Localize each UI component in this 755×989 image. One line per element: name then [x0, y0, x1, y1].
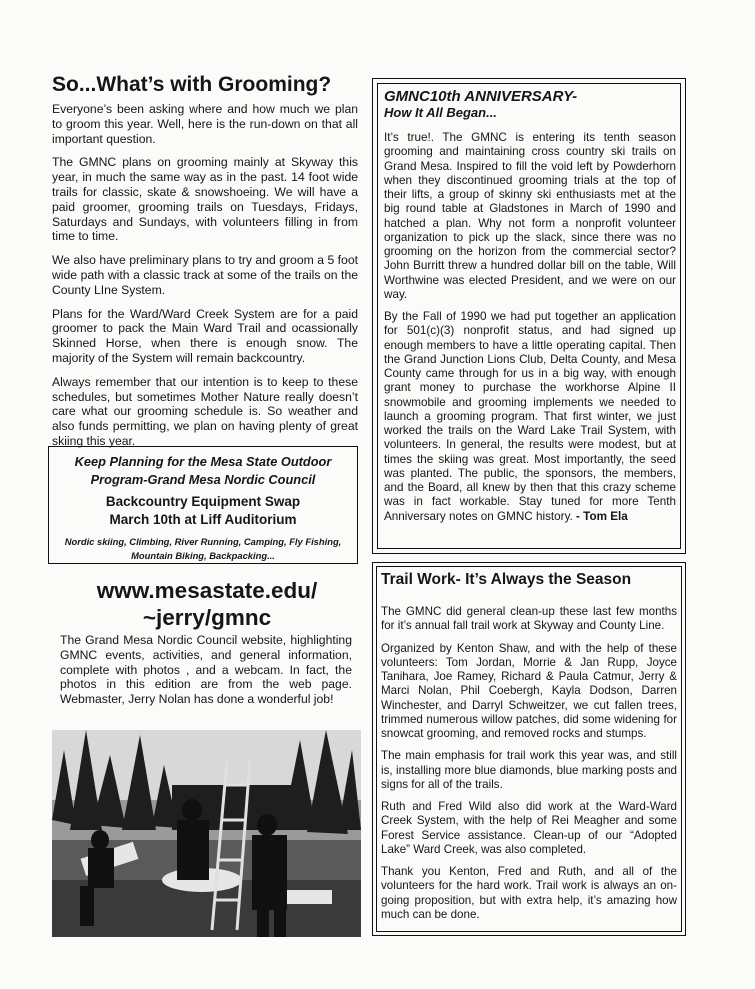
- anniversary-inner: [377, 83, 681, 549]
- event-line-2: Program-Grand Mesa Nordic Council: [90, 472, 316, 487]
- website-url-heading: [52, 577, 362, 631]
- trail-work-paragraph: Thank you Kenton, Fred and Ruth, and all of the volunteers for the hard work. Trail work is always an on-going proposition, but with extra help, it’s amazing how much can be done.: [381, 865, 677, 921]
- website-url-line-1: www.mesastate.edu/: [96, 578, 318, 603]
- anniversary-title: GMNC10th ANNIVERSARY-: [384, 88, 578, 105]
- event-line-5: Nordic skiing, Climbing, River Running, Camping, Fly Fishing,: [64, 536, 342, 547]
- website-paragraph: The Grand Mesa Nordic Council website, highlighting GMNC events, activities, and general information, complete with photos , and a webcam. In fact, the photos in this edition are from the web page. Webmaster, Jerry Nolan has done a wonderful job!: [60, 633, 352, 707]
- grooming-title: So...What’s with Grooming?: [52, 73, 332, 96]
- event-main: [49, 493, 357, 529]
- trail-work-box: [372, 562, 686, 936]
- grooming-paragraph: Everyone’s been asking where and how much we plan to groom this year. Well, here is the run-down on that all important question.: [52, 102, 358, 146]
- event-line-6: Mountain Biking, Backpacking...: [131, 550, 275, 561]
- trail-work-paragraph: Ruth and Fred Wild also did work at the Ward-Ward Creek System, with the help of Rei Meagher and some Forest Service assistance. Clean-up of our “Adopted Lake” Ward Creek, was also completed.: [381, 800, 677, 856]
- trail-work-paragraph: The GMNC did general clean-up these last few months for it’s annual fall trail work at Skyway and County Line.: [381, 605, 677, 633]
- equipment-swap-box: [48, 446, 358, 564]
- grooming-paragraph: The GMNC plans on grooming mainly at Skyway this year, in much the same way as in the past. 14 foot wide trails for classic, skate & snowshoeing. We will have a paid groomer, grooming trails on Tuesdays, Fridays, Saturdays and Sundays, with volunteers filling in from time to time.: [52, 155, 358, 244]
- grooming-paragraph: We also have preliminary plans to try and groom a 5 foot wide path with a classic track at some of the trails on the County LIne System.: [52, 253, 358, 297]
- website-url-line-2: ~jerry/gmnc: [142, 605, 272, 630]
- website-body: [60, 633, 352, 716]
- anniversary-box: [372, 78, 686, 554]
- trail-work-paragraph: The main emphasis for trail work this year was, and still is, installing more blue diamonds, blue marking posts and signs for all of the trails.: [381, 749, 677, 791]
- grooming-paragraph: Always remember that our intention is to keep to these schedules, but sometimes Mother Nature really doesn’t care what our grooming schedule is. So weather and also funds permitting, we plan on having plenty of great skiing this year.: [52, 374, 358, 448]
- anniversary-signature: - Tom Ela: [572, 509, 628, 523]
- event-line-3: Backcountry Equipment Swap: [105, 494, 301, 509]
- event-line-4: March 10th at Liff Auditorium: [109, 512, 297, 527]
- anniversary-paragraph: It’s true!. The GMNC is entering its tenth season grooming and maintaining cross country ski trails on Grand Mesa. Inspired to fill the void left by Powderhorn when they discontinued grooming trials at the top of their lifts, a group of skinny ski enthusiasts met at the big round table at Gladstones in March of 1990 and hatched a plan. Why not form a nonprofit volunteer organization to pick up the slack, since there was no grooming on the horizon from the commercial sector? John Burritt threw a hundred dollar bill on the table, Will Worthwine was elected President, and we were on our way.: [384, 131, 676, 301]
- event-activities: [49, 535, 357, 563]
- anniversary-subtitle: How It All Began...: [384, 105, 497, 120]
- anniversary-paragraph: [384, 310, 676, 524]
- trail-work-inner: [376, 566, 682, 932]
- trail-work-title: Trail Work- It’s Always the Season: [381, 571, 632, 588]
- event-line-1: Keep Planning for the Mesa State Outdoor: [74, 454, 332, 469]
- anniversary-p2-text: By the Fall of 1990 we had put together an application for 501(c)(3) nonprofit status, and had signed up enough members to have a little operating capital. Then the Grand Junction Lions Club, Delta County, and Mesa County came through for us in a big way, with enough grant money to purchase the workhorse Alpine II snowmobile and grooming implements we needed to launch a grooming program. That first winter, we just worked the trails on the Ward Lake Trail System, with volunteers. In general, the results were modest, but at times the skiing was great. Most importantly, the seed was planted. The public, the sponsors, the members, and the Board, all knew by then that this crazy scheme was in fact workable. Stay tuned for more Tenth Anniversary notes on GMNC history.: [384, 310, 676, 523]
- grooming-body: [52, 102, 358, 458]
- grooming-paragraph: Plans for the Ward/Ward Creek System are for a paid groomer to pack the Main Ward Trail and ocassionally Skinned Horse, when there is enough snow. The majority of the System will remain backcountry.: [52, 306, 358, 365]
- trail-work-photo: [52, 730, 361, 937]
- event-header: [49, 453, 357, 489]
- trail-work-paragraph: Organized by Kenton Shaw, and with the help of these volunteers: Tom Jordan, Morrie & Jan Rupp, Joyce Tanihara, Joe Ramey, Richard & Paula Catmur, Jerry & Marci Nolan, Phil Coebergh, Kayla Dodson, Darren Winchester, and Darryl Schweitzer, we cut fallen trees, trimmed numerous willow patches, did some widening for snowcat grooming, and removed rocks and stumps.: [381, 641, 677, 740]
